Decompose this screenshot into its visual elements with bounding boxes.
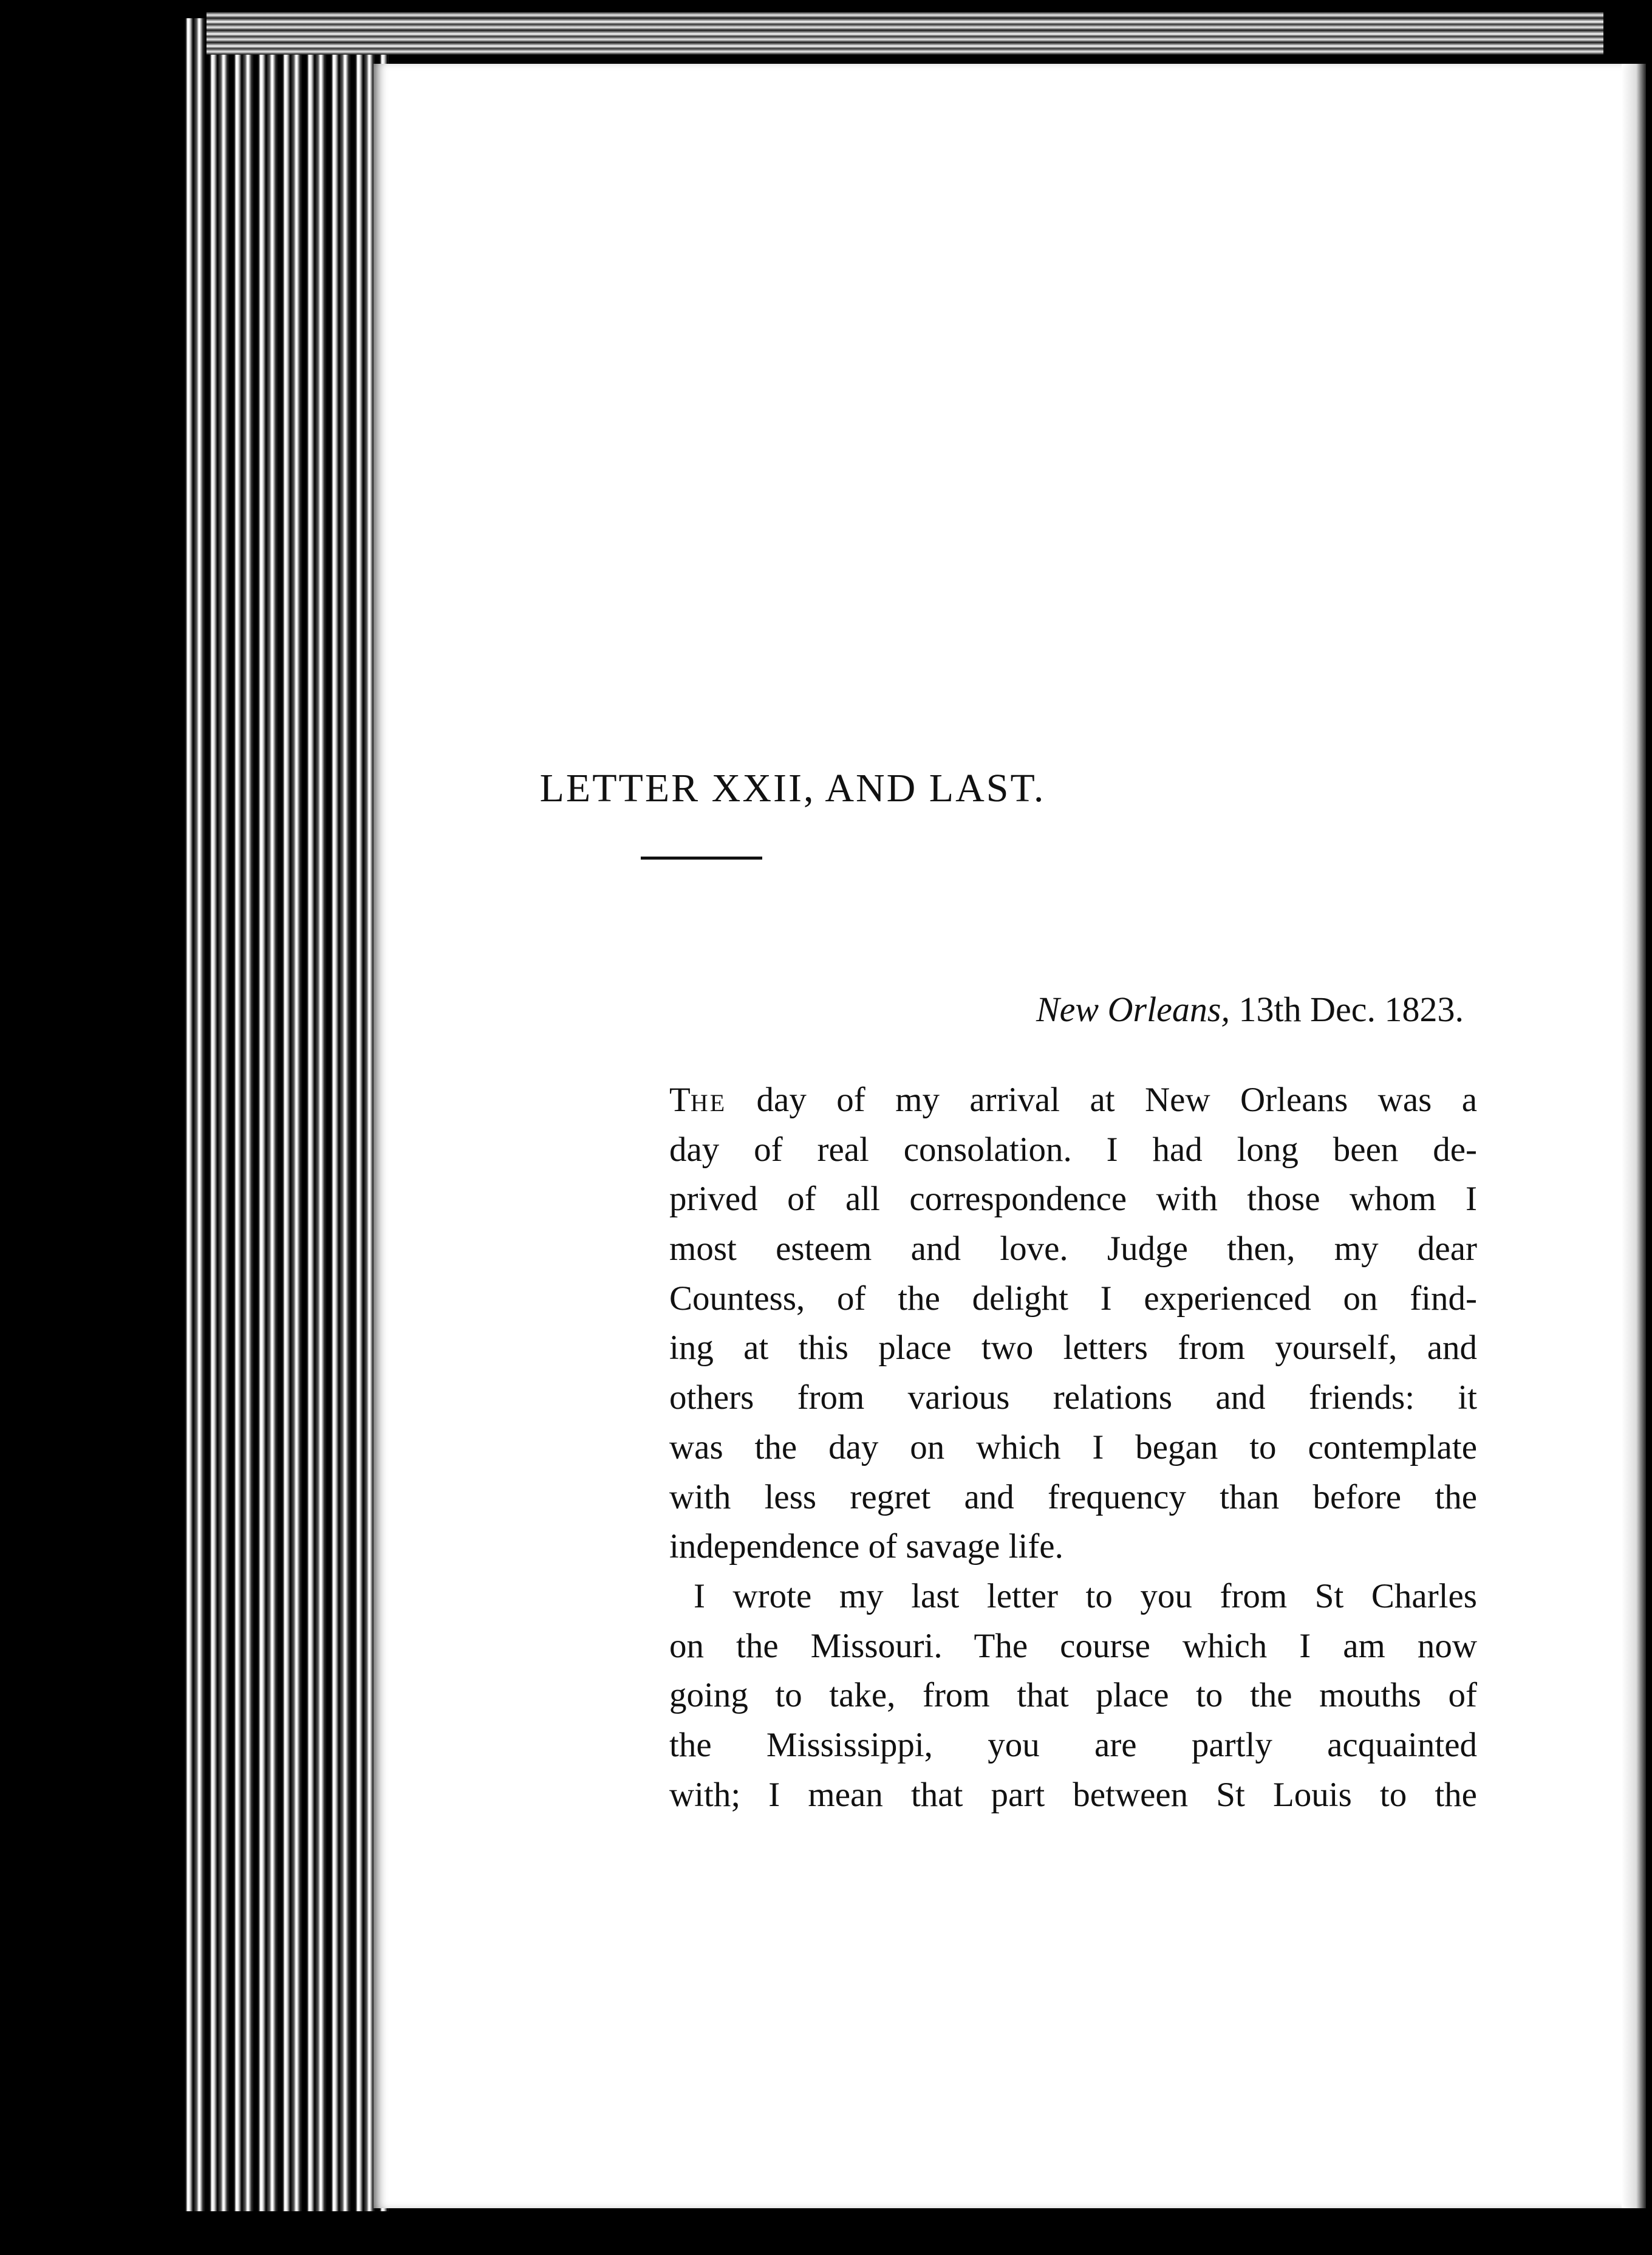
text-line: the Mississippi, you are partly acquainted [669, 1725, 1477, 1764]
text-line: ing at this place two letters from yourself, and [669, 1329, 1477, 1367]
book-page-edges [182, 18, 389, 2211]
text-line: independence of savage life. [669, 1527, 1063, 1566]
letter-body [669, 1075, 1477, 1819]
page-right-shadow [1622, 64, 1646, 2208]
text-line: I wrote my last letter to you from St Charles [694, 1576, 1477, 1615]
text-line: going to take, from that place to the mouths of [669, 1676, 1477, 1715]
heading-rule [641, 857, 762, 860]
text-line: others from various relations and friends: it [669, 1378, 1477, 1417]
dropcap-rest: HE [690, 1089, 727, 1117]
text-line: most esteem and love. Judge then, my dear [669, 1230, 1477, 1268]
text-line: with less regret and frequency than before the [669, 1477, 1477, 1516]
text-line: Countess, of the delight I experienced on find- [669, 1279, 1477, 1318]
text-line: on the Missouri. The course which I am now [669, 1626, 1477, 1665]
dropcap-first: T [669, 1081, 691, 1119]
text-line [669, 1075, 1477, 1125]
first-line-rest: day of my arrival at New Orleans was a [756, 1081, 1477, 1119]
text-line: day of real consolation. I had long been de- [669, 1130, 1477, 1169]
text-line: with; I mean that part between St Louis to the [669, 1775, 1477, 1814]
dateline [425, 989, 1464, 1030]
dateline-place: New Orleans, [1036, 990, 1230, 1029]
letter-heading: LETTER XXII, AND LAST. [539, 766, 1046, 810]
dateline-date: 13th Dec. 1823. [1238, 990, 1464, 1029]
text-line: was the day on which I began to contemplate [669, 1428, 1477, 1466]
book-top-edges [206, 12, 1603, 55]
text-line: prived of all correspondence with those whom I [669, 1180, 1477, 1219]
